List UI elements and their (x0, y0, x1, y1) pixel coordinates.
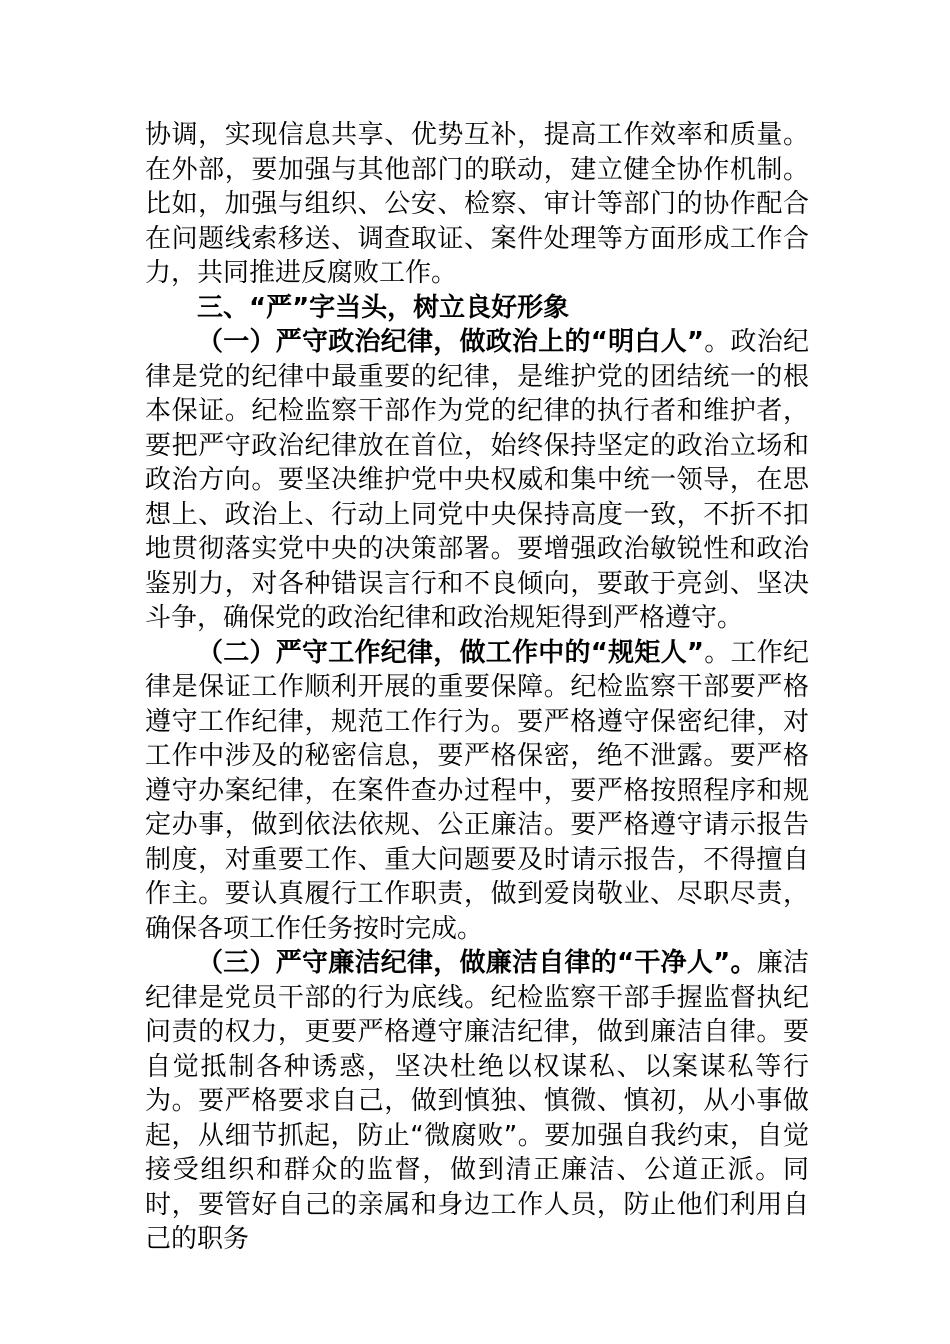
section-heading-three: 三、“严”字当头，树立良好形象 (197, 292, 570, 323)
subheading-integrity-discipline: （三）严守廉洁纪律，做廉洁自律的“干净人”。 (197, 948, 757, 978)
body-integrity-discipline: 廉洁纪律是党员干部的行为底线。纪检监察干部手握监督执纪问责的权力，更要严格遵守廉洁纪律，做到廉洁自律。要自觉抵制各种诱惑，坚决杜绝以权谋私、以案谋私等行为。要严格要求自己，做到慎独、慎微、慎初，从小事做起，从细节抓起，防止“微腐败”。要加强自我约束，自觉接受组织和群众的监督，做到清正廉洁、公道正派。同时，要管好自己的亲属和身边工作人员，防止他们利用自己的职务 (145, 948, 809, 1254)
paragraph-political-discipline (145, 325, 809, 636)
subheading-work-discipline: （二）严守工作纪律，做工作中的“规矩人” (197, 637, 704, 668)
body-work-discipline: 。工作纪律是保证工作顺利开展的重要保障。纪检监察干部要严格遵守工作纪律，规范工作行为。要严格遵守保密纪律，对工作中涉及的秘密信息，要严格保密，绝不泄露。要严格遵守办案纪律，在案件查办过程中，要严格按照程序和规定办事，做到依法依规、公正廉洁。要严格遵守请示报告制度，对重要工作、重大问题要及时请示报告，不得擅自作主。要认真履行工作职责，做到爱岗敬业、尽职尽责，确保各项工作任务按时完成。 (145, 637, 809, 944)
body-political-discipline: 。政治纪律是党的纪律中最重要的纪律，是维护党的团结统一的根本保证。纪检监察干部作为党的纪律的执行者和维护者，要把严守政治纪律放在首位，始终保持坚定的政治立场和政治方向。要坚决维护党中央权威和集中统一领导，在思想上、政治上、行动上同党中央保持高度一致，不折不扣地贯彻落实党中央的决策部署。要增强政治敏锐性和政治鉴别力，对各种错误言行和不良倾向，要敢于亮剑、坚决斗争，确保党的政治纪律和政治规矩得到严格遵守。 (145, 327, 809, 633)
paragraph-integrity-discipline (145, 946, 809, 1257)
paragraph-cooperation: 协调，实现信息共享、优势互补，提高工作效率和质量。在外部，要加强与其他部门的联动，建立健全协作机制。比如，加强与组织、公安、检察、审计等部门的协作配合在问题线索移送、调查取证、案件处理等方面形成工作合力，共同推进反腐败工作。 (145, 120, 809, 288)
document-body (145, 118, 809, 1257)
subheading-political-discipline: （一）严守政治纪律，做政治上的“明白人” (197, 327, 704, 357)
paragraph-work-discipline (145, 636, 809, 947)
